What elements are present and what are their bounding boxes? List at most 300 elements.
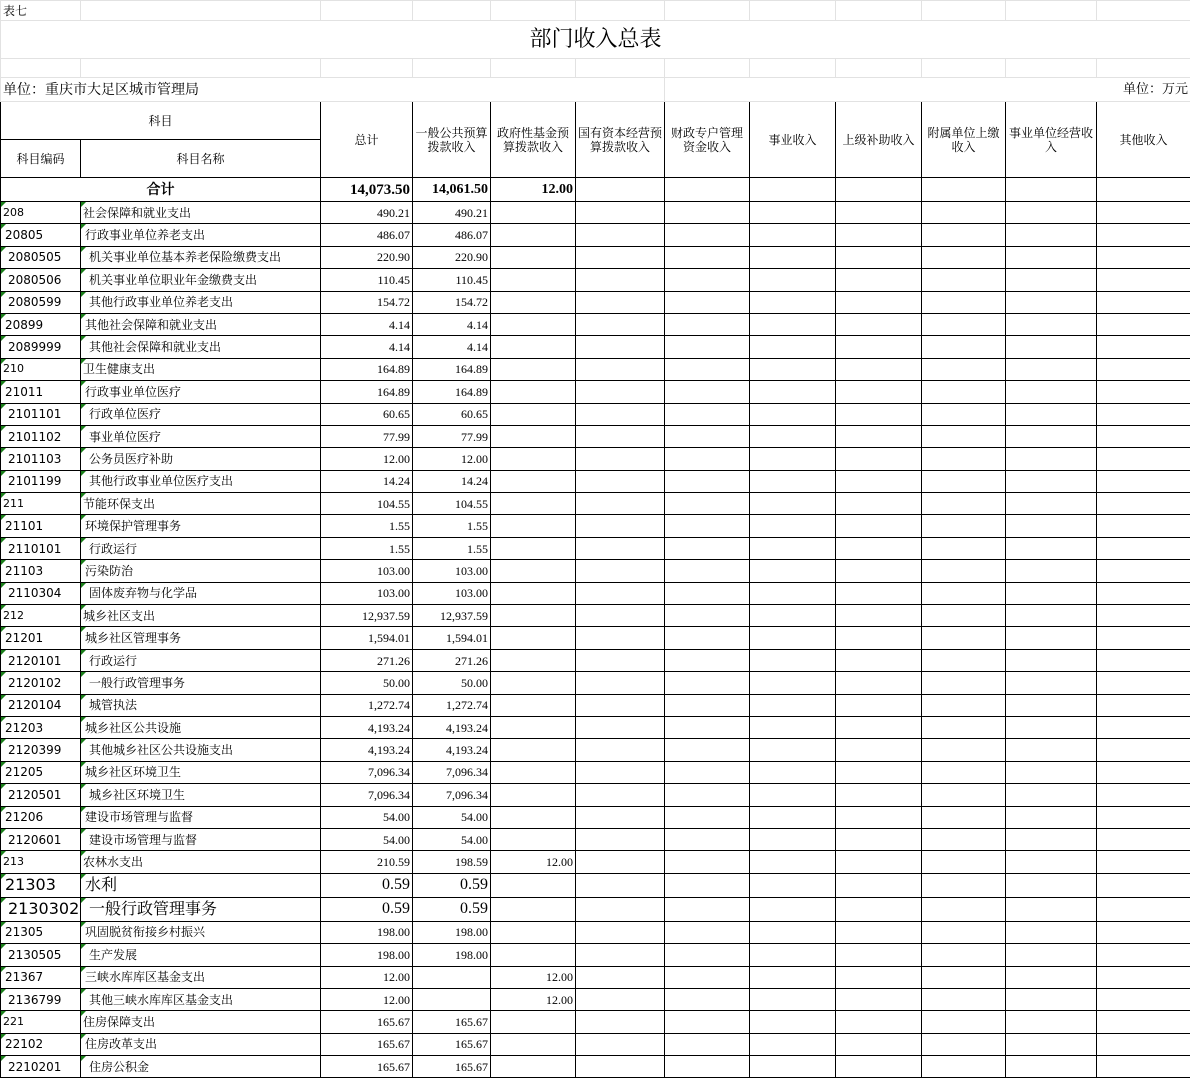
- empty-cell[interactable]: [576, 560, 665, 582]
- empty-cell[interactable]: [1097, 988, 1190, 1010]
- empty-cell[interactable]: [836, 921, 922, 943]
- empty-cell[interactable]: [576, 582, 665, 604]
- empty-cell[interactable]: [1097, 1056, 1190, 1078]
- empty-cell[interactable]: [750, 224, 836, 246]
- row-code[interactable]: 20899: [1, 313, 81, 335]
- row-code[interactable]: 2101101: [1, 403, 81, 425]
- empty-cell[interactable]: [836, 515, 922, 537]
- empty-cell[interactable]: [1006, 336, 1097, 358]
- empty-cell[interactable]: [922, 291, 1006, 313]
- row-code[interactable]: 21011: [1, 381, 81, 403]
- empty-cell[interactable]: [922, 1033, 1006, 1055]
- row-fund[interactable]: [491, 313, 576, 335]
- empty-cell[interactable]: [665, 224, 750, 246]
- row-code[interactable]: 2136799: [1, 988, 81, 1010]
- row-code[interactable]: 2120399: [1, 739, 81, 761]
- row-code[interactable]: 2130505: [1, 944, 81, 966]
- row-fund[interactable]: [491, 694, 576, 716]
- empty-cell[interactable]: [1097, 493, 1190, 515]
- header-other-income[interactable]: 其他收入: [1097, 102, 1190, 178]
- row-total[interactable]: 54.00: [321, 828, 413, 850]
- empty-cell[interactable]: [576, 403, 665, 425]
- empty-cell[interactable]: [665, 448, 750, 470]
- row-name[interactable]: 社会保障和就业支出: [81, 202, 321, 224]
- empty-cell[interactable]: [576, 944, 665, 966]
- empty-cell[interactable]: [836, 806, 922, 828]
- empty-cell[interactable]: [1097, 224, 1190, 246]
- row-general[interactable]: 110.45: [413, 269, 491, 291]
- empty-cell[interactable]: [922, 560, 1006, 582]
- row-code[interactable]: 21101: [1, 515, 81, 537]
- total-sum[interactable]: 14,073.50: [321, 178, 413, 202]
- empty-cell[interactable]: [665, 851, 750, 873]
- empty-cell[interactable]: [576, 694, 665, 716]
- row-fund[interactable]: 12.00: [491, 966, 576, 988]
- row-general[interactable]: 1.55: [413, 515, 491, 537]
- row-general[interactable]: 165.67: [413, 1056, 491, 1078]
- empty-cell[interactable]: [665, 291, 750, 313]
- empty-cell[interactable]: [922, 988, 1006, 1010]
- empty-cell[interactable]: [836, 627, 922, 649]
- row-general[interactable]: 12.00: [413, 448, 491, 470]
- row-name[interactable]: 其他社会保障和就业支出: [81, 336, 321, 358]
- empty-cell[interactable]: [1097, 806, 1190, 828]
- row-code[interactable]: 2101103: [1, 448, 81, 470]
- empty-cell[interactable]: [836, 605, 922, 627]
- empty-cell[interactable]: [1097, 897, 1190, 921]
- row-code[interactable]: 211: [1, 493, 81, 515]
- empty-cell[interactable]: [836, 784, 922, 806]
- empty-cell[interactable]: [665, 358, 750, 380]
- empty-cell[interactable]: [750, 761, 836, 783]
- row-total[interactable]: 165.67: [321, 1033, 413, 1055]
- empty-cell[interactable]: [750, 921, 836, 943]
- row-name[interactable]: 其他行政事业单位养老支出: [81, 291, 321, 313]
- row-total[interactable]: 1,272.74: [321, 694, 413, 716]
- empty-cell[interactable]: [1006, 605, 1097, 627]
- row-fund[interactable]: [491, 425, 576, 447]
- row-general[interactable]: 490.21: [413, 202, 491, 224]
- empty-cell[interactable]: [665, 493, 750, 515]
- empty-cell[interactable]: [665, 739, 750, 761]
- empty-cell[interactable]: [1097, 515, 1190, 537]
- row-general[interactable]: 165.67: [413, 1033, 491, 1055]
- row-total[interactable]: 154.72: [321, 291, 413, 313]
- empty-cell[interactable]: [1006, 944, 1097, 966]
- row-code[interactable]: 21103: [1, 560, 81, 582]
- empty-cell[interactable]: [665, 336, 750, 358]
- row-code[interactable]: 21203: [1, 716, 81, 738]
- empty-cell[interactable]: [576, 425, 665, 447]
- row-fund[interactable]: [491, 537, 576, 559]
- row-name[interactable]: 城乡社区管理事务: [81, 627, 321, 649]
- row-fund[interactable]: [491, 828, 576, 850]
- row-name[interactable]: 行政事业单位医疗: [81, 381, 321, 403]
- empty-cell[interactable]: [1097, 246, 1190, 268]
- row-code[interactable]: 210: [1, 358, 81, 380]
- empty-cell[interactable]: [922, 403, 1006, 425]
- empty-cell[interactable]: [576, 784, 665, 806]
- empty-cell[interactable]: [665, 828, 750, 850]
- empty-cell[interactable]: [576, 716, 665, 738]
- empty-cell[interactable]: [576, 336, 665, 358]
- row-general[interactable]: 486.07: [413, 224, 491, 246]
- empty-cell[interactable]: [665, 806, 750, 828]
- row-general[interactable]: 60.65: [413, 403, 491, 425]
- empty-cell[interactable]: [1006, 897, 1097, 921]
- empty-cell[interactable]: [922, 873, 1006, 897]
- empty-cell[interactable]: [1006, 560, 1097, 582]
- empty-cell[interactable]: [576, 897, 665, 921]
- empty-cell[interactable]: [576, 448, 665, 470]
- empty-cell[interactable]: [1006, 224, 1097, 246]
- empty-cell[interactable]: [576, 988, 665, 1010]
- empty-cell[interactable]: [750, 403, 836, 425]
- empty-cell[interactable]: [576, 493, 665, 515]
- empty-cell[interactable]: [922, 1011, 1006, 1033]
- row-name[interactable]: 行政单位医疗: [81, 403, 321, 425]
- empty-cell[interactable]: [922, 851, 1006, 873]
- empty-cell[interactable]: [665, 313, 750, 335]
- row-fund[interactable]: [491, 448, 576, 470]
- row-name[interactable]: 其他三峡水库库区基金支出: [81, 988, 321, 1010]
- row-total[interactable]: 164.89: [321, 381, 413, 403]
- empty-cell[interactable]: [1097, 694, 1190, 716]
- row-total[interactable]: 12,937.59: [321, 605, 413, 627]
- empty-cell[interactable]: [750, 470, 836, 492]
- empty-cell[interactable]: [922, 537, 1006, 559]
- empty-cell[interactable]: [576, 1011, 665, 1033]
- row-fund[interactable]: [491, 291, 576, 313]
- header-name[interactable]: 科目名称: [81, 140, 321, 178]
- empty-cell[interactable]: [922, 784, 1006, 806]
- empty-cell[interactable]: [750, 358, 836, 380]
- empty-cell[interactable]: [665, 672, 750, 694]
- empty-cell[interactable]: [665, 716, 750, 738]
- empty-cell[interactable]: [1097, 381, 1190, 403]
- row-name[interactable]: 其他社会保障和就业支出: [81, 313, 321, 335]
- row-fund[interactable]: [491, 1011, 576, 1033]
- total-fund[interactable]: 12.00: [491, 178, 576, 202]
- empty-cell[interactable]: [665, 627, 750, 649]
- empty-cell[interactable]: [1006, 649, 1097, 671]
- row-fund[interactable]: [491, 605, 576, 627]
- row-code[interactable]: 208: [1, 202, 81, 224]
- empty-cell[interactable]: [576, 649, 665, 671]
- row-fund[interactable]: [491, 202, 576, 224]
- empty-cell[interactable]: [1097, 470, 1190, 492]
- row-general[interactable]: 103.00: [413, 560, 491, 582]
- row-general[interactable]: 7,096.34: [413, 761, 491, 783]
- row-name[interactable]: 事业单位医疗: [81, 425, 321, 447]
- empty-cell[interactable]: [836, 425, 922, 447]
- empty-cell[interactable]: [665, 694, 750, 716]
- empty-cell[interactable]: [576, 1056, 665, 1078]
- empty-cell[interactable]: [922, 470, 1006, 492]
- row-code[interactable]: 2210201: [1, 1056, 81, 1078]
- empty-cell[interactable]: [1097, 739, 1190, 761]
- empty-cell[interactable]: [1097, 672, 1190, 694]
- row-fund[interactable]: [491, 224, 576, 246]
- row-code[interactable]: 21201: [1, 627, 81, 649]
- row-fund[interactable]: [491, 560, 576, 582]
- header-business-income[interactable]: 事业收入: [750, 102, 836, 178]
- row-code[interactable]: 2089999: [1, 336, 81, 358]
- empty-cell[interactable]: [1097, 1011, 1190, 1033]
- row-code[interactable]: 2120601: [1, 828, 81, 850]
- empty-cell[interactable]: [922, 828, 1006, 850]
- empty-cell[interactable]: [1097, 649, 1190, 671]
- empty-cell[interactable]: [922, 336, 1006, 358]
- row-name[interactable]: 城管执法: [81, 694, 321, 716]
- row-fund[interactable]: [491, 806, 576, 828]
- row-fund[interactable]: [491, 493, 576, 515]
- row-fund[interactable]: [491, 246, 576, 268]
- empty-cell[interactable]: [665, 649, 750, 671]
- empty-cell[interactable]: [1006, 1033, 1097, 1055]
- row-total[interactable]: 103.00: [321, 560, 413, 582]
- empty-cell[interactable]: [836, 358, 922, 380]
- empty-cell[interactable]: [1097, 851, 1190, 873]
- row-total[interactable]: 0.59: [321, 873, 413, 897]
- row-fund[interactable]: [491, 269, 576, 291]
- row-name[interactable]: 城乡社区公共设施: [81, 716, 321, 738]
- row-code[interactable]: 2120101: [1, 649, 81, 671]
- row-general[interactable]: 164.89: [413, 381, 491, 403]
- empty-cell[interactable]: [836, 202, 922, 224]
- row-fund[interactable]: [491, 784, 576, 806]
- unit-department[interactable]: 单位：重庆市大足区城市管理局: [1, 78, 665, 102]
- empty-cell[interactable]: [576, 605, 665, 627]
- empty-cell[interactable]: [750, 560, 836, 582]
- empty-cell[interactable]: [665, 784, 750, 806]
- empty-cell[interactable]: [1097, 537, 1190, 559]
- empty-cell[interactable]: [750, 425, 836, 447]
- empty-cell[interactable]: [1006, 873, 1097, 897]
- empty-cell[interactable]: [1097, 944, 1190, 966]
- row-code[interactable]: 2120501: [1, 784, 81, 806]
- empty-cell[interactable]: [665, 873, 750, 897]
- header-superior-subsidy[interactable]: 上级补助收入: [836, 102, 922, 178]
- empty-cell[interactable]: [576, 537, 665, 559]
- empty-cell[interactable]: [836, 537, 922, 559]
- empty-cell[interactable]: [665, 381, 750, 403]
- empty-cell[interactable]: [1006, 448, 1097, 470]
- header-state-capital[interactable]: 国有资本经营预算拨款收入: [576, 102, 665, 178]
- row-general[interactable]: 7,096.34: [413, 784, 491, 806]
- row-name[interactable]: 一般行政管理事务: [81, 672, 321, 694]
- empty-cell[interactable]: [750, 269, 836, 291]
- row-total[interactable]: 4.14: [321, 313, 413, 335]
- row-general[interactable]: 0.59: [413, 873, 491, 897]
- row-general[interactable]: 198.00: [413, 944, 491, 966]
- header-total[interactable]: 总计: [321, 102, 413, 178]
- row-total[interactable]: 210.59: [321, 851, 413, 873]
- empty-cell[interactable]: [750, 336, 836, 358]
- empty-cell[interactable]: [836, 828, 922, 850]
- row-code[interactable]: 21367: [1, 966, 81, 988]
- empty-cell[interactable]: [665, 1056, 750, 1078]
- empty-cell[interactable]: [665, 202, 750, 224]
- empty-cell[interactable]: [576, 828, 665, 850]
- row-name[interactable]: 农林水支出: [81, 851, 321, 873]
- empty-cell[interactable]: [750, 851, 836, 873]
- row-total[interactable]: 0.59: [321, 897, 413, 921]
- row-name[interactable]: 其他城乡社区公共设施支出: [81, 739, 321, 761]
- empty-cell[interactable]: [922, 224, 1006, 246]
- row-name[interactable]: 住房保障支出: [81, 1011, 321, 1033]
- row-fund[interactable]: [491, 739, 576, 761]
- empty-cell[interactable]: [665, 761, 750, 783]
- empty-cell[interactable]: [836, 313, 922, 335]
- empty-cell[interactable]: [1006, 1011, 1097, 1033]
- row-code[interactable]: 2110101: [1, 537, 81, 559]
- header-special-fund[interactable]: 财政专户管理资金收入: [665, 102, 750, 178]
- row-code[interactable]: 2080505: [1, 246, 81, 268]
- empty-cell[interactable]: [1006, 694, 1097, 716]
- row-code[interactable]: 21303: [1, 873, 81, 897]
- total-general[interactable]: 14,061.50: [413, 178, 491, 202]
- empty-cell[interactable]: [576, 202, 665, 224]
- row-code[interactable]: 2130302: [1, 897, 81, 921]
- empty-cell[interactable]: [576, 851, 665, 873]
- empty-cell[interactable]: [836, 336, 922, 358]
- empty-cell[interactable]: [1006, 202, 1097, 224]
- empty-cell[interactable]: [576, 966, 665, 988]
- empty-cell[interactable]: [836, 381, 922, 403]
- row-name[interactable]: 三峡水库库区基金支出: [81, 966, 321, 988]
- empty-cell[interactable]: [576, 269, 665, 291]
- row-total[interactable]: 7,096.34: [321, 761, 413, 783]
- row-total[interactable]: 198.00: [321, 921, 413, 943]
- row-fund[interactable]: [491, 358, 576, 380]
- empty-cell[interactable]: [576, 291, 665, 313]
- row-code[interactable]: 2080506: [1, 269, 81, 291]
- row-general[interactable]: 50.00: [413, 672, 491, 694]
- empty-cell[interactable]: [750, 694, 836, 716]
- empty-cell[interactable]: [1006, 313, 1097, 335]
- row-total[interactable]: 165.67: [321, 1011, 413, 1033]
- empty-cell[interactable]: [922, 605, 1006, 627]
- empty-cell[interactable]: [750, 582, 836, 604]
- empty-cell[interactable]: [1097, 269, 1190, 291]
- row-fund[interactable]: [491, 515, 576, 537]
- empty-cell[interactable]: [922, 806, 1006, 828]
- row-general[interactable]: 14.24: [413, 470, 491, 492]
- empty-cell[interactable]: [665, 582, 750, 604]
- empty-cell[interactable]: [1006, 761, 1097, 783]
- empty-cell[interactable]: [1097, 358, 1190, 380]
- row-general[interactable]: 12,937.59: [413, 605, 491, 627]
- empty-cell[interactable]: [836, 269, 922, 291]
- empty-cell[interactable]: [1097, 313, 1190, 335]
- row-name[interactable]: 行政事业单位养老支出: [81, 224, 321, 246]
- empty-cell[interactable]: [1097, 582, 1190, 604]
- empty-cell[interactable]: [1006, 425, 1097, 447]
- row-general[interactable]: [413, 966, 491, 988]
- empty-cell[interactable]: [750, 1011, 836, 1033]
- empty-cell[interactable]: [750, 448, 836, 470]
- empty-cell[interactable]: [665, 921, 750, 943]
- empty-cell[interactable]: [836, 694, 922, 716]
- empty-cell[interactable]: [750, 716, 836, 738]
- empty-cell[interactable]: [922, 1056, 1006, 1078]
- row-total[interactable]: 490.21: [321, 202, 413, 224]
- empty-cell[interactable]: [750, 988, 836, 1010]
- empty-cell[interactable]: [1006, 493, 1097, 515]
- row-general[interactable]: 4.14: [413, 313, 491, 335]
- empty-cell[interactable]: [1006, 1056, 1097, 1078]
- row-fund[interactable]: [491, 716, 576, 738]
- empty-cell[interactable]: [750, 1056, 836, 1078]
- empty-cell[interactable]: [1006, 403, 1097, 425]
- row-fund[interactable]: [491, 1033, 576, 1055]
- empty-cell[interactable]: [1006, 806, 1097, 828]
- row-code[interactable]: 2101199: [1, 470, 81, 492]
- row-general[interactable]: 1,594.01: [413, 627, 491, 649]
- empty-cell[interactable]: [1006, 627, 1097, 649]
- empty-cell[interactable]: [750, 672, 836, 694]
- empty-cell[interactable]: [1097, 966, 1190, 988]
- row-total[interactable]: 220.90: [321, 246, 413, 268]
- empty-cell[interactable]: [576, 381, 665, 403]
- row-code[interactable]: 20805: [1, 224, 81, 246]
- empty-cell[interactable]: [836, 1011, 922, 1033]
- empty-cell[interactable]: [576, 806, 665, 828]
- empty-cell[interactable]: [1097, 784, 1190, 806]
- table-label[interactable]: 表七: [1, 1, 81, 21]
- empty-cell[interactable]: [922, 269, 1006, 291]
- empty-cell[interactable]: [576, 739, 665, 761]
- row-total[interactable]: 271.26: [321, 649, 413, 671]
- empty-cell[interactable]: [665, 944, 750, 966]
- empty-cell[interactable]: [665, 246, 750, 268]
- row-name[interactable]: 污染防治: [81, 560, 321, 582]
- empty-cell[interactable]: [1097, 716, 1190, 738]
- row-code[interactable]: 21205: [1, 761, 81, 783]
- row-general[interactable]: [413, 988, 491, 1010]
- empty-cell[interactable]: [1097, 336, 1190, 358]
- empty-cell[interactable]: [922, 515, 1006, 537]
- empty-cell[interactable]: [750, 291, 836, 313]
- row-name[interactable]: 城乡社区环境卫生: [81, 784, 321, 806]
- row-general[interactable]: 103.00: [413, 582, 491, 604]
- empty-cell[interactable]: [750, 966, 836, 988]
- empty-cell[interactable]: [665, 403, 750, 425]
- empty-cell[interactable]: [750, 605, 836, 627]
- empty-cell[interactable]: [750, 246, 836, 268]
- row-general[interactable]: 4.14: [413, 336, 491, 358]
- row-name[interactable]: 机关事业单位职业年金缴费支出: [81, 269, 321, 291]
- row-general[interactable]: 54.00: [413, 806, 491, 828]
- row-name[interactable]: 城乡社区支出: [81, 605, 321, 627]
- empty-cell[interactable]: [836, 403, 922, 425]
- empty-cell[interactable]: [836, 966, 922, 988]
- empty-cell[interactable]: [836, 761, 922, 783]
- row-total[interactable]: 1.55: [321, 515, 413, 537]
- empty-cell[interactable]: [1006, 470, 1097, 492]
- row-fund[interactable]: [491, 672, 576, 694]
- empty-cell[interactable]: [922, 739, 1006, 761]
- empty-cell[interactable]: [922, 358, 1006, 380]
- empty-cell[interactable]: [576, 358, 665, 380]
- header-general-budget[interactable]: 一般公共预算拨款收入: [413, 102, 491, 178]
- header-business-operation[interactable]: 事业单位经营收入: [1006, 102, 1097, 178]
- empty-cell[interactable]: [665, 425, 750, 447]
- row-name[interactable]: 行政运行: [81, 649, 321, 671]
- row-name[interactable]: 固体废弃物与化学品: [81, 582, 321, 604]
- empty-cell[interactable]: [750, 493, 836, 515]
